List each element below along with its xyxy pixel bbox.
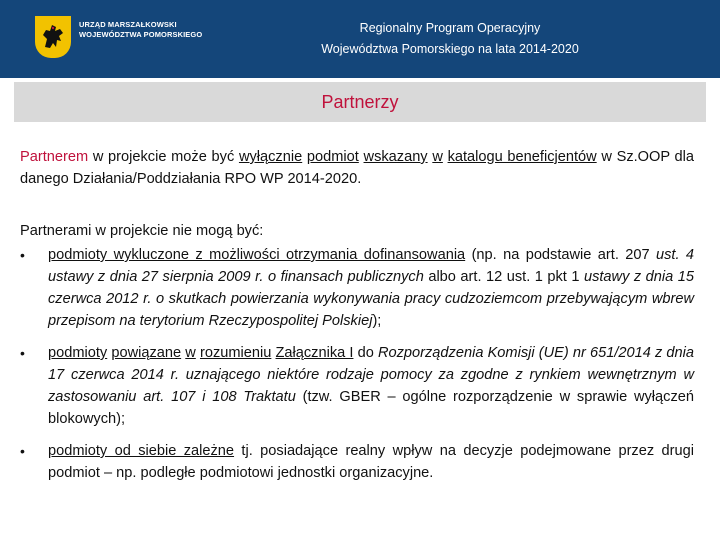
text-run: podmioty od siebie zależne	[48, 443, 235, 459]
text-run: katalogu beneficjentów	[447, 149, 597, 165]
bullet-icon: •	[20, 443, 25, 459]
slide-title: Partnerzy	[321, 92, 399, 112]
text-run: w	[185, 345, 196, 361]
text-run: (tzw. GBER – ogólne rozporządzenie w sprawie wyłączeń blokowych);	[48, 389, 694, 427]
text-run: tj. posiadające realny wpływ na decyzje podejmowane przez drugi podmiot – np. podległe podmiotowi jednostki organizacyjne.	[48, 443, 694, 481]
exclusions-list	[20, 244, 694, 484]
list-item	[20, 440, 694, 484]
text-run: podmiot	[306, 149, 359, 165]
text-run: rozumieniu	[199, 345, 272, 361]
program-title-line-1: Regionalny Program Operacyjny	[359, 21, 541, 35]
text-run: (np. na podstawie art. 207	[465, 247, 656, 263]
topic-bar	[14, 82, 706, 122]
text-run: wskazany	[363, 149, 428, 165]
griffin-emblem-icon	[35, 16, 71, 58]
text-run: albo art. 12 ust. 1 pkt 1	[423, 269, 584, 285]
text-run: w projekcie może być	[88, 149, 239, 165]
program-title	[250, 18, 650, 60]
text-run: );	[372, 313, 382, 329]
logo-line-1: URZĄD MARSZAŁKOWSKI	[79, 20, 177, 29]
text-run: powiązane	[111, 345, 182, 361]
text-run: do	[353, 345, 378, 361]
list-item	[20, 244, 694, 332]
text-run: ust. 4 ustawy z dnia 27 sierpnia 2009 r. o finansach publicznych	[48, 247, 695, 285]
program-title-line-2: Województwa Pomorskiego na lata 2014-2020	[321, 42, 579, 56]
text-run: Rozporządzenia Komisji (UE) nr 651/2014 z dnia 17 czerwca 2014 r. uznającego niektóre rodzaje pomocy za zgodne z rynkiem wewnętrznym w zastosowaniu art. 107 i 108 Traktatu	[48, 345, 694, 405]
logo	[35, 14, 203, 60]
text-run: Załącznika I	[275, 345, 354, 361]
exclusions-intro: Partnerami w projekcie nie mogą być:	[20, 223, 264, 239]
partner-definition-paragraph	[20, 146, 694, 190]
list-item	[20, 342, 694, 430]
header-banner	[0, 0, 720, 78]
text-run: w	[432, 149, 443, 165]
slide-content	[20, 146, 694, 494]
bullet-icon: •	[20, 345, 25, 361]
logo-line-2: WOJEWÓDZTWA POMORSKIEGO	[79, 30, 203, 39]
text-run: w Sz.OOP dla danego Działania/Poddziałania RPO WP 2014-2020.	[20, 149, 695, 187]
text-run: ustawy z dnia 15 czerwca 2012 r. o skutkach powierzania wykonywania pracy cudzoziemcom przebywającym wbrew przepisom na terytorium Rzeczypospolitej Polskiej	[48, 269, 694, 329]
text-run: podmioty wykluczone z możliwości otrzymania dofinansowania	[48, 247, 466, 263]
partner-term: Partnerem	[20, 149, 89, 165]
text-run: podmioty	[48, 345, 108, 361]
bullet-icon: •	[20, 247, 25, 263]
logo-text	[79, 20, 229, 40]
text-run: wyłącznie	[238, 149, 303, 165]
